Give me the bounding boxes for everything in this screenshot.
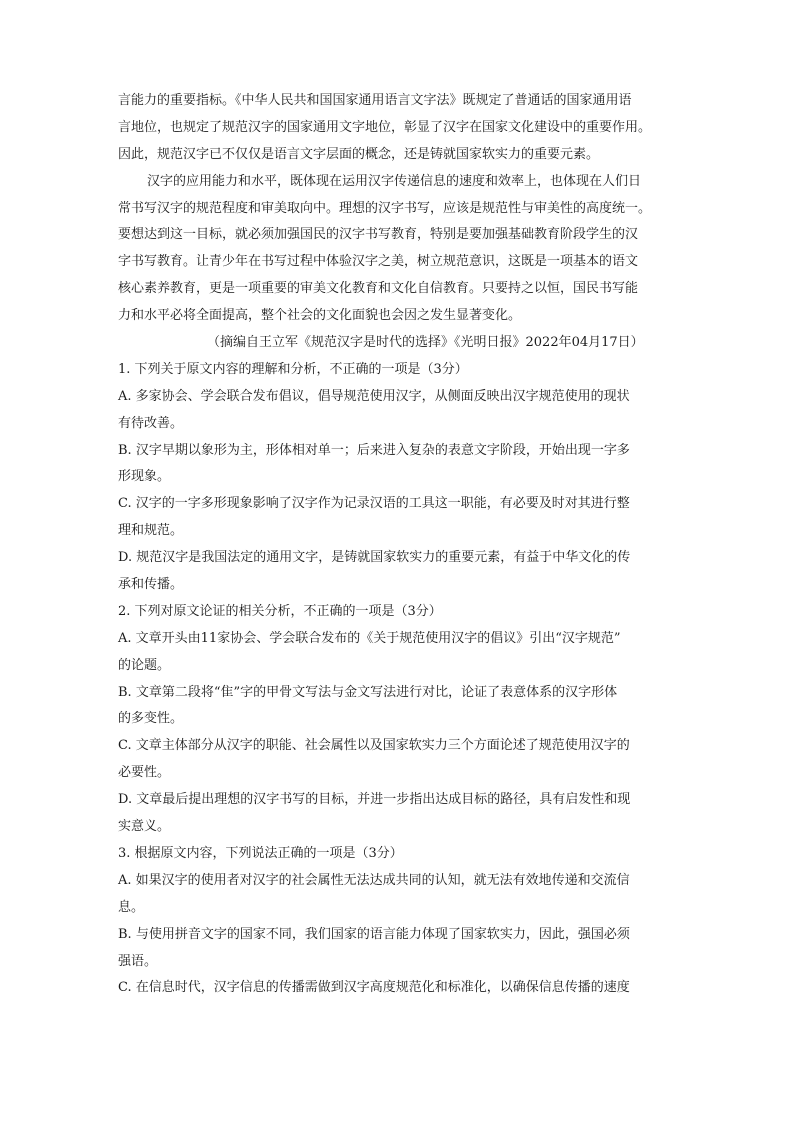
final-paragraph: [118, 169, 678, 330]
option-c-cont: 理和规范。: [118, 523, 184, 539]
text-line: 言地位，也规定了规范汉字的国家通用文字地位，彰显了汉字在国家文化建设中的重要作用。: [118, 119, 652, 135]
option-c: C. 在信息时代，汉字信息的传播需做到汉字高度规范化和标准化，以确保信息传播的速度: [118, 980, 630, 996]
text-line: 要想达到这一目标，就必须加强国民的汉字书写教育，特别是要加强基础教育阶段学生的汉: [118, 227, 639, 243]
text-line: 力和水平必将全面提高，整个社会的文化面貌也会因之发生显著变化。: [118, 308, 522, 324]
option-a-cont: 的论题。: [118, 657, 171, 673]
question-stem: 2. 下列对原文论证的相关分析，不正确的一项是（3分）: [118, 603, 442, 619]
option-a-cont: 有待改善。: [118, 415, 184, 431]
option-b-cont: 形现象。: [118, 469, 171, 485]
option-a-cont: 息。: [118, 899, 145, 915]
option-d: D. 规范汉字是我国法定的通用文字，是铸就国家软实力的重要元素，有益于中华文化的传: [118, 550, 631, 566]
text-line: 核心素养教育，更是一项重要的审美文化教育和文化自信教育。只要持之以恒，国民书写能: [118, 281, 639, 297]
option-a: A. 如果汉字的使用者对汉字的社会属性无法达成共同的认知，就无法有效地传递和交流信: [118, 872, 630, 888]
option-a: A. 文章开头由11家协会、学会联合发布的《关于规范使用汉字的倡议》引出“汉字规范”: [118, 630, 621, 646]
option-a: A. 多家协会、学会联合发布倡议，倡导规范使用汉字，从侧面反映出汉字规范使用的现状: [118, 388, 630, 404]
option-b-cont: 强语。: [118, 953, 158, 969]
source-citation: （摘编自王立军《规范汉字是时代的选择》《光明日报》2022年04月17日）: [207, 335, 644, 351]
option-b: B. 汉字早期以象形为主，形体相对单一；后来进入复杂的表意文字阶段，开始出现一字多: [118, 442, 630, 458]
document-page: [118, 88, 678, 1002]
text-line: 言能力的重要指标。《中华人民共和国国家通用语言文字法》既规定了普通话的国家通用语: [118, 93, 632, 108]
option-c-cont: 必要性。: [118, 765, 171, 781]
text-line: 常书写汉字的规范程度和审美取向中。理想的汉字书写，应该是规范性与审美性的高度统一。: [118, 200, 652, 216]
passage-continuation: [118, 88, 678, 169]
question-2: [118, 599, 678, 841]
question-stem: 3. 根据原文内容，下列说法正确的一项是（3分）: [118, 845, 403, 861]
option-c: C. 文章主体部分从汉字的职能、社会属性以及国家软实力三个方面论述了规范使用汉字的: [118, 738, 630, 754]
option-c: C. 汉字的一字多形现象影响了汉字作为记录汉语的工具这一职能，有必要及时对其进行整: [118, 496, 630, 512]
option-d-cont: 实意义。: [118, 819, 171, 835]
option-d: D. 文章最后提出理想的汉字书写的目标，并进一步指出达成目标的路径，具有启发性和现: [118, 792, 631, 808]
text-line: 汉字的应用能力和水平，既体现在运用汉字传递信息的速度和效率上，也体现在人们日: [147, 173, 642, 189]
option-d-cont: 承和传播。: [118, 577, 184, 593]
question-3: [118, 841, 678, 1002]
question-1: [118, 357, 678, 599]
question-stem: 1. 下列关于原文内容的理解和分析，不正确的一项是（3分）: [118, 361, 468, 377]
option-b-cont: 的多变性。: [118, 711, 184, 727]
text-line: 字书写教育。让青少年在书写过程中体验汉字之美，树立规范意识，这既是一项基本的语文: [118, 254, 639, 270]
text-line: 因此，规范汉字已不仅仅是语言文字层面的概念，还是铸就国家软实力的重要元素。: [118, 146, 600, 162]
option-b: B. 文章第二段将“隹”字的甲骨文写法与金文写法进行对比，论证了表意体系的汉字形体: [118, 684, 618, 700]
option-b: B. 与使用拼音文字的国家不同，我们国家的语言能力体现了国家软实力，因此，强国必须: [118, 926, 630, 942]
